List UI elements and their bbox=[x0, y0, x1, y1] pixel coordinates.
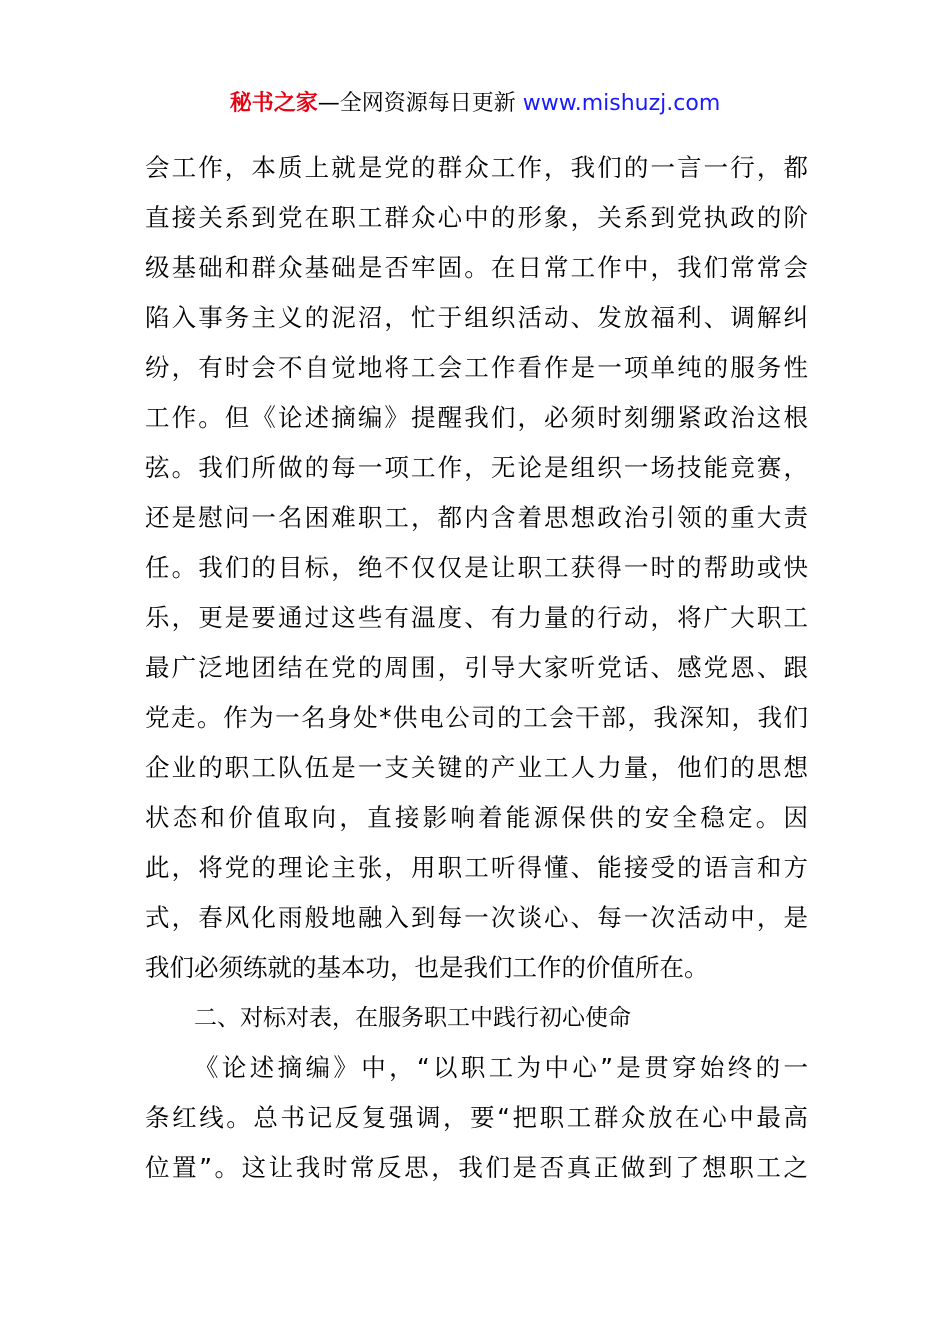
text-line: 弦。我们所做的每一项工作，无论是组织一场技能竞赛， bbox=[145, 453, 808, 482]
text-line: 式，春风化雨般地融入到每一次谈心、每一次活动中，是 bbox=[145, 903, 808, 932]
text-line: 直接关系到党在职工群众心中的形象，关系到党执政的阶 bbox=[145, 203, 808, 232]
text-line: 级基础和群众基础是否牢固。在日常工作中，我们常常会 bbox=[145, 253, 808, 282]
section-heading: 二、对标对表，在服务职工中践行初心使命 bbox=[194, 1005, 631, 1031]
text-line: 纷，有时会不自觉地将工会工作看作是一项单纯的服务性 bbox=[145, 353, 808, 382]
text-line: 状态和价值取向，直接影响着能源保供的安全稳定。因 bbox=[145, 803, 808, 832]
text-line: 工作。但《论述摘编》提醒我们，必须时刻绷紧政治这根 bbox=[145, 403, 808, 432]
text-line: 条红线。总书记反复强调，要“把职工群众放在心中最高 bbox=[145, 1103, 808, 1132]
paragraph-1 bbox=[145, 143, 808, 993]
text-line: 陷入事务主义的泥沼，忙于组织活动、发放福利、调解纠 bbox=[145, 303, 808, 332]
text-line: 此，将党的理论主张，用职工听得懂、能接受的语言和方 bbox=[145, 853, 808, 882]
paragraph-2 bbox=[145, 1043, 808, 1193]
text-line: 《论述摘编》中，“以职工为中心”是贯穿始终的一 bbox=[194, 1053, 808, 1082]
text-line: 党走。作为一名身处*供电公司的工会干部，我深知，我们 bbox=[145, 703, 808, 732]
header-tagline: —全网资源每日更新 bbox=[317, 91, 523, 116]
site-url-link[interactable]: www.mishuzj.com bbox=[522, 91, 721, 116]
brand-name: 秘书之家 bbox=[229, 91, 318, 116]
text-line: 任。我们的目标，绝不仅仅是让职工获得一时的帮助或快 bbox=[145, 553, 808, 582]
document-body bbox=[145, 143, 808, 1193]
text-line: 会工作，本质上就是党的群众工作，我们的一言一行，都 bbox=[145, 153, 808, 182]
page-header bbox=[0, 86, 950, 122]
text-line: 我们必须练就的基本功，也是我们工作的价值所在。 bbox=[145, 953, 709, 982]
text-line: 企业的职工队伍是一支关键的产业工人力量，他们的思想 bbox=[145, 753, 808, 782]
text-line: 最广泛地团结在党的周围，引导大家听党话、感党恩、跟 bbox=[145, 653, 808, 682]
text-line: 位置”。这让我时常反思，我们是否真正做到了想职工之 bbox=[145, 1153, 808, 1182]
text-line: 还是慰问一名困难职工，都内含着思想政治引领的重大责 bbox=[145, 503, 808, 532]
text-line: 乐，更是要通过这些有温度、有力量的行动，将广大职工 bbox=[145, 603, 808, 632]
